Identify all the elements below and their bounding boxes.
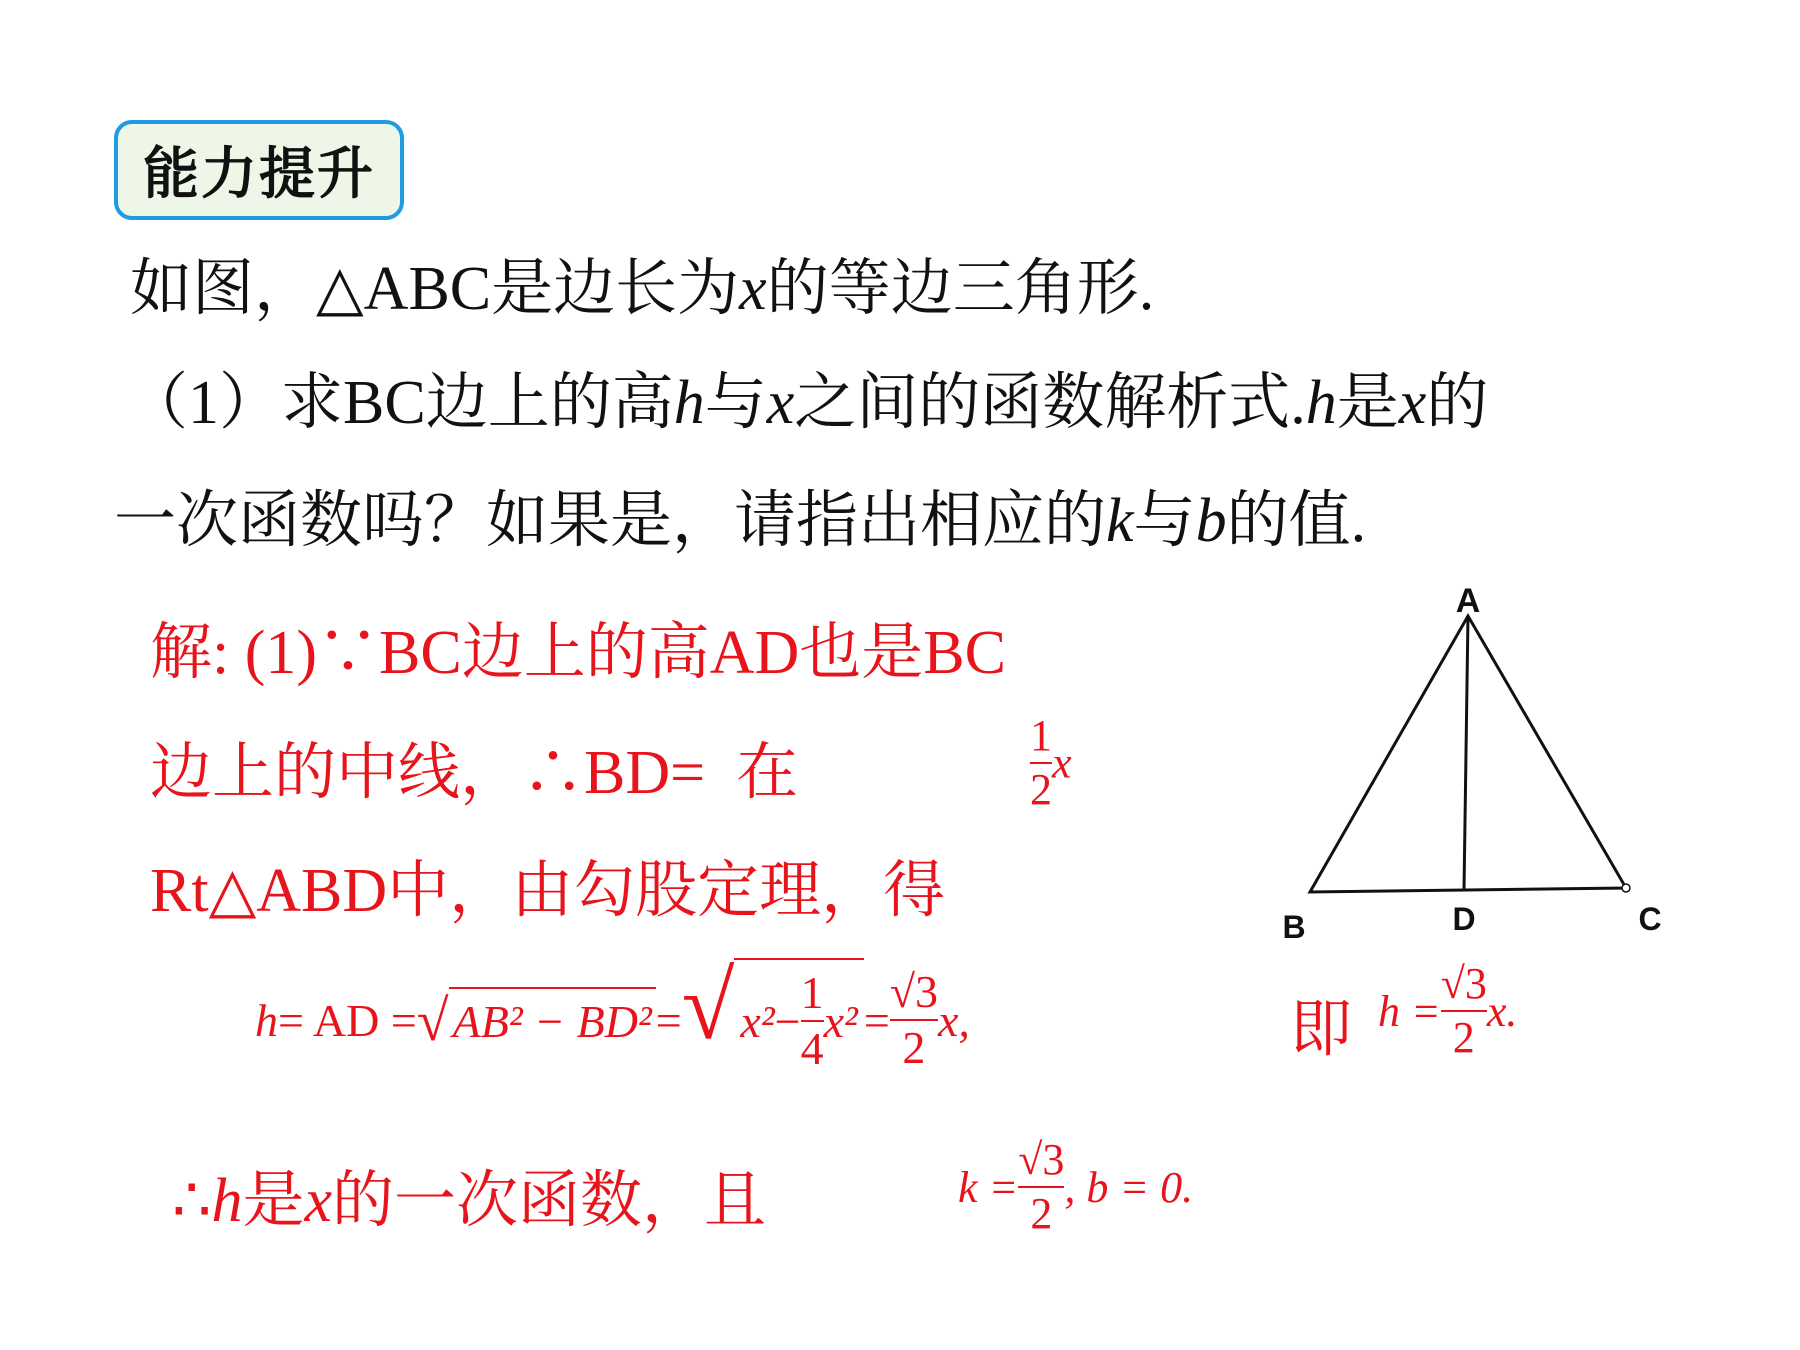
- vertex-label-a: A: [1455, 582, 1481, 620]
- half-x-fraction: $\frac{1}{2}$ x: [1030, 711, 1072, 814]
- ji-label: 即: [1290, 992, 1353, 1065]
- radical-ab-bd: √ AB² − BD²: [417, 987, 656, 1054]
- conclusion-line: ∴h是x的一次函数，且: [172, 1167, 767, 1235]
- point-label-d: D: [1452, 901, 1476, 937]
- problem-line-2: （1）求BC边上的高h与x之间的函数解析式.h是x的: [126, 369, 1489, 437]
- solution-line-1: 解: (1)∵BC边上的高AD也是BC: [150, 619, 1006, 687]
- solution-line-3: Rt△ABD中，由勾股定理，得: [150, 857, 946, 925]
- radical-x-quarter: √ x² − $\frac{1}{4}$ x²: [682, 958, 864, 1082]
- badge-label: 能力提升: [143, 142, 375, 207]
- height-equation: h = AD = √ AB² − BD² = √ x² − $\frac{1}{4}$ x² = $\frac{√3}{2}$ x,: [255, 958, 970, 1082]
- problem-line-3: 一次函数吗？如果是，请指出相应的k与b的值.: [114, 487, 1367, 555]
- kb-equation: k = $\frac{√3}{2}$ , b = 0.: [958, 1135, 1194, 1238]
- height-short-equation: h = $\frac{√3}{2}$ x.: [1378, 959, 1518, 1062]
- altitude-ad: [1464, 616, 1468, 890]
- point-c-marker: [1622, 884, 1630, 892]
- vertex-label-b: B: [1282, 909, 1306, 945]
- vertex-label-c: C: [1638, 901, 1662, 937]
- solution-line-2: 边上的中线，∴BD= 在: [150, 739, 799, 807]
- problem-line-1: 如图，△ABC是边长为x的等边三角形.: [130, 255, 1155, 323]
